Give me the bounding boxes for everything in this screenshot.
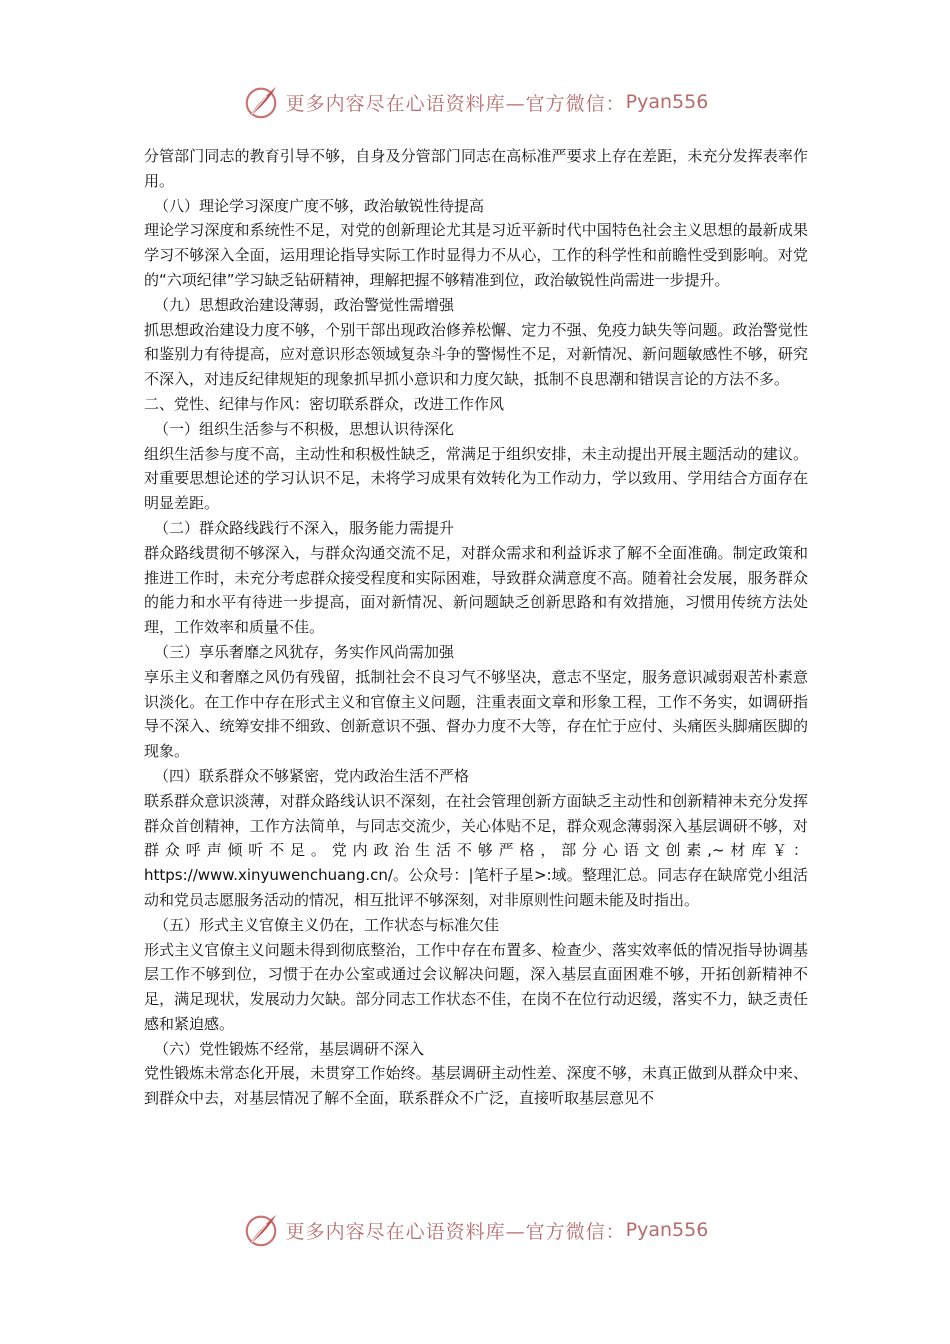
body-paragraph: 组织生活参与度不高，主动性和积极性缺乏，常满足于组织安排，未主动提出开展主题活动的建议。对重要思想论述的学习认识不足，未将学习成果有效转化为工作动力，学以致用、学用结合方面存在明显差距。 — [144, 444, 808, 513]
feather-pen-circle-icon — [242, 83, 280, 121]
body-paragraph: 抓思想政治建设力度不够，个别干部出现政治修养松懈、定力不强、免疫力缺失等问题。政治警觉性和鉴别力有待提高，应对意识形态领域复杂斗争的警惕性不足，对新情况、新问题敏感性不够，研究不深入，对违反纪律规矩的现象抓早抓小意识和力度欠缺，抵制不良思潮和错误言论的方法不多。 — [144, 320, 808, 389]
body-paragraph: 形式主义官僚主义问题未得到彻底整治，工作中存在布置多、检查少、落实效率低的情况指导协调基层工作不够到位，习惯于在办公室或通过会议解决问题，深入基层直面困难不够，开拓创新精神不足，满足现状，发展动力欠缺。部分同志工作状态不佳，在岗不在位行动迟缓，落实不力，缺乏责任感和紧迫感。 — [144, 940, 808, 1033]
banner-text: 更多内容尽在心语资料库—官方微信： — [285, 1220, 626, 1243]
body-paragraph: 党性锻炼未常态化开展，未贯穿工作始终。基层调研主动性差、深度不够，未真正做到从群众中来、到群众中去，对基层情况了解不全面，联系群众不广泛，直接听取基层意见不 — [144, 1064, 808, 1108]
body-paragraph: 分管部门同志的教育引导不够，自身及分管部门同志在高标准严要求上存在差距，未充分发挥表率作用。 — [144, 147, 808, 190]
subsection-heading: （四）联系群众不够紧密，党内政治生活不严格 — [154, 766, 470, 785]
subsection-heading: （五）形式主义官僚主义仍在，工作状态与标准欠佳 — [154, 915, 500, 934]
body-paragraph: 理论学习深度和系统性不足，对党的创新理论尤其是习近平新时代中国特色社会主义思想的最新成果学习不够深入全面，运用理论指导实际工作时显得力不从心，工作的科学性和前瞻性受到影响。对党的“六项纪律”学习缺乏钻研精神，理解把握不够精准到位，政治敏锐性尚需进一步提升。 — [144, 221, 808, 289]
feather-pen-circle-icon — [242, 1211, 280, 1249]
footer-watermark-banner — [0, 1208, 950, 1252]
section-heading: 二、党性、纪律与作风：密切联系群众，改进工作作风 — [144, 394, 505, 413]
body-paragraph: 联系群众意识淡薄，对群众路线认识不深刻，在社会管理创新方面缺乏主动性和创新精神未充分发挥群众首创精神，工作方法简单，与同志交流少，关心体贴不足，群众观念薄弱深入基层调研不够，对群众呼声倾听不足。党内政治生活不够严格，部分心语文创素,~材库￥：https://www.xinyuwenchuang.cn/。公众号：|笔杆子星>:域。整理汇总。同志存在缺席党小组活动和党员志愿服务活动的情况，相互批评不够深刻，对非原则性问题未能及时指出。 — [144, 791, 808, 909]
banner-wechat-id: Pyan556 — [625, 91, 709, 113]
banner-text: 更多内容尽在心语资料库—官方微信： — [285, 92, 626, 115]
subsection-heading: （二）群众路线践行不深入，服务能力需提升 — [154, 518, 455, 537]
document-body — [144, 144, 808, 1111]
subsection-heading: （六）党性锻炼不经常，基层调研不深入 — [154, 1039, 425, 1058]
subsection-heading: （三）享乐奢靡之风犹存，务实作风尚需加强 — [154, 642, 455, 661]
body-paragraph: 群众路线贯彻不够深入，与群众沟通交流不足，对群众需求和利益诉求了解不全面准确。制定政策和推进工作时，未充分考虑群众接受程度和实际困难，导致群众满意度不高。随着社会发展，服务群众的能力和水平有待进一步提高，面对新情况、新问题缺乏创新思路和有效措施，习惯用传统方法处理，工作效率和质量不佳。 — [144, 543, 808, 637]
header-watermark-banner — [0, 80, 950, 124]
subsection-heading: （九）思想政治建设薄弱，政治警觉性需增强 — [154, 295, 455, 314]
subsection-heading: （一）组织生活参与不积极，思想认识待深化 — [154, 419, 455, 438]
banner-wechat-id: Pyan556 — [625, 1219, 709, 1241]
body-paragraph: 享乐主义和奢靡之风仍有残留，抵制社会不良习气不够坚决，意志不坚定，服务意识减弱艰苦朴素意识淡化。在工作中存在形式主义和官僚主义问题，注重表面文章和形象工程，工作不务实，如调研指导不深入、统筹安排不细致、创新意识不强、督办力度不大等，存在忙于应付、头痛医头脚痛医脚的现象。 — [144, 667, 808, 761]
subsection-heading: （八）理论学习深度广度不够，政治敏锐性待提高 — [154, 196, 485, 215]
